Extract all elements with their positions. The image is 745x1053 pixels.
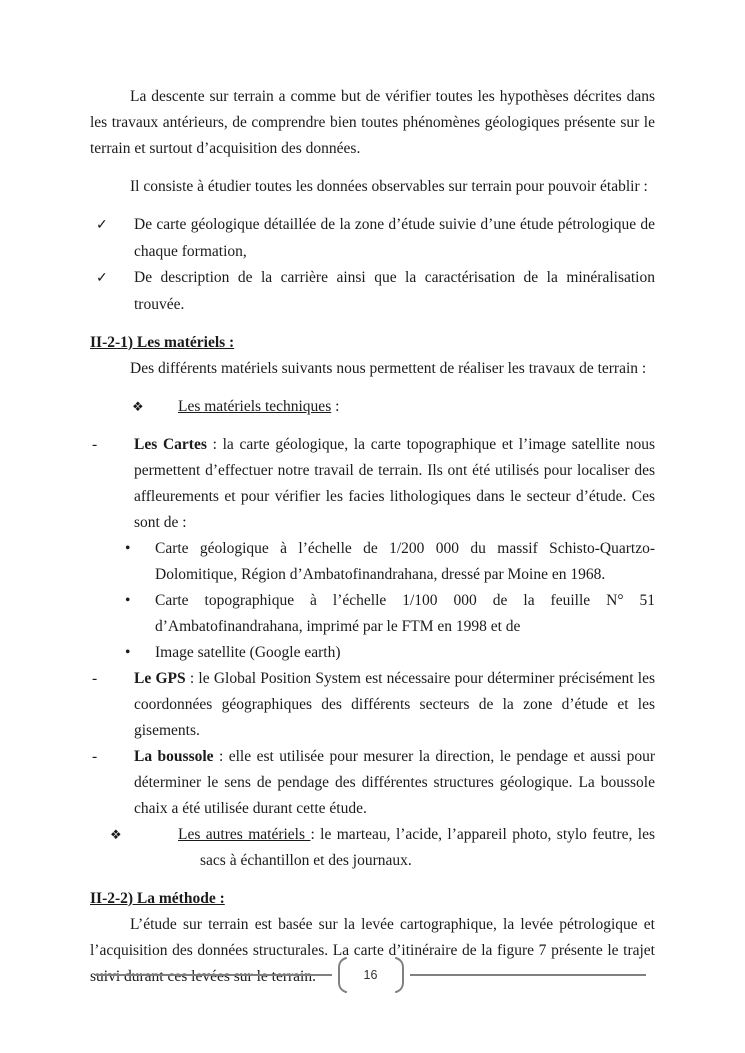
text-run: Des différents matériels suivants nous permettent de réaliser les travaux de terrain :: [130, 360, 647, 377]
footer-rule-left: [95, 974, 332, 976]
check-list-item: [90, 212, 655, 265]
text-run: Image satellite (Google earth): [155, 644, 341, 661]
text-run: : elle est utilisée pour mesurer la direction, le pendage et aussi pour déterminer le sens de pendage des différentes structures géologique. La boussole chaix a été utilisée durant cette étude.: [134, 748, 655, 817]
check-icon: ✓: [96, 271, 108, 286]
dash-list-item: [90, 432, 655, 536]
text-run: De carte géologique détaillée de la zone d’étude suivie d’une étude pétrologique de chaque formation,: [134, 216, 655, 260]
text-run: De description de la carrière ainsi que la caractérisation de la minéralisation trouvée.: [134, 269, 655, 313]
text-run: Le GPS: [134, 670, 186, 687]
text-run: Il consiste à étudier toutes les données observables sur terrain pour pouvoir établir :: [130, 178, 648, 195]
check-icon: ✓: [96, 218, 108, 233]
paragraph: [90, 174, 655, 200]
text-run: : la carte géologique, la carte topographique et l’image satellite nous permettent d’effectuer notre travail de terrain. Ils ont été utilisés pour localiser des affleurements et pour vérifier les facies lithologiques dans le secteur d’étude. Ces sont de :: [134, 436, 655, 531]
section-heading: [90, 886, 655, 912]
check-list-item: [90, 265, 655, 318]
text-run: La descente sur terrain a comme but de vérifier toutes les hypothèses décrites dans les travaux antérieurs, de comprendre bien toutes phénomènes géologiques présente sur le terrain et surtout d’acquisition des données.: [90, 88, 655, 157]
text-run: :: [331, 398, 340, 415]
section-heading: [90, 330, 655, 356]
paragraph: [90, 84, 655, 162]
text-run: La boussole: [134, 748, 214, 765]
text-run: Les matériels techniques: [178, 398, 332, 415]
text-run: Carte géologique à l’échelle de 1/200 000 du massif Schisto-Quartzo-Dolomitique, Région d’Ambatofinandrahana, dressé par Moine en 1968.: [155, 540, 655, 583]
text-run: II-2-2) La méthode :: [90, 890, 225, 907]
text-run: : le marteau, l’acide, l’appareil photo, stylo feutre, les sacs à échantillon et des journaux.: [200, 826, 655, 869]
page-footer: [95, 957, 646, 993]
dash-list-item: [90, 744, 655, 822]
bullet-icon: •: [125, 540, 131, 557]
diamond-list-item: [90, 394, 655, 420]
right-bracket-icon: [395, 957, 407, 993]
left-bracket-icon: [335, 957, 347, 993]
text-run: II-2-1) Les matériels :: [90, 334, 235, 351]
text-run: Les autres matériels: [178, 826, 311, 843]
text-run: L’étude sur terrain est basée sur la levée cartographique, la levée pétrologique et l’acquisition des données structurales. La carte d’itinéraire de la figure 7 présente le trajet suivi durant ces levées sur le terrain.: [90, 916, 655, 985]
bullet-icon: •: [125, 592, 131, 609]
bullet-icon: •: [125, 644, 131, 661]
diamond-icon: ❖: [132, 399, 144, 414]
footer-rule-right: [410, 974, 647, 976]
bullet-list-item: [90, 588, 655, 640]
paragraph: [90, 356, 655, 382]
dash-list-item: [90, 666, 655, 744]
dash-marker: -: [92, 670, 98, 687]
text-run: : le Global Position System est nécessaire pour déterminer précisément les coordonnées géographiques des différents secteurs de la zone d’étude et les gisements.: [134, 670, 655, 739]
bullet-list-item: [90, 640, 655, 666]
diamond-icon: ❖: [110, 827, 122, 842]
dash-marker: -: [92, 436, 98, 453]
dash-marker: -: [92, 748, 98, 765]
diamond-list-item: [90, 822, 655, 874]
bullet-list-item: [90, 536, 655, 588]
page-number: 16: [363, 968, 378, 982]
text-run: Les Cartes: [134, 436, 207, 453]
document-page: [90, 84, 655, 990]
text-run: Carte topographique à l’échelle 1/100 000 de la feuille N° 51 d’Ambatofinandrahana, imprimé par le FTM en 1998 et de: [155, 592, 655, 635]
